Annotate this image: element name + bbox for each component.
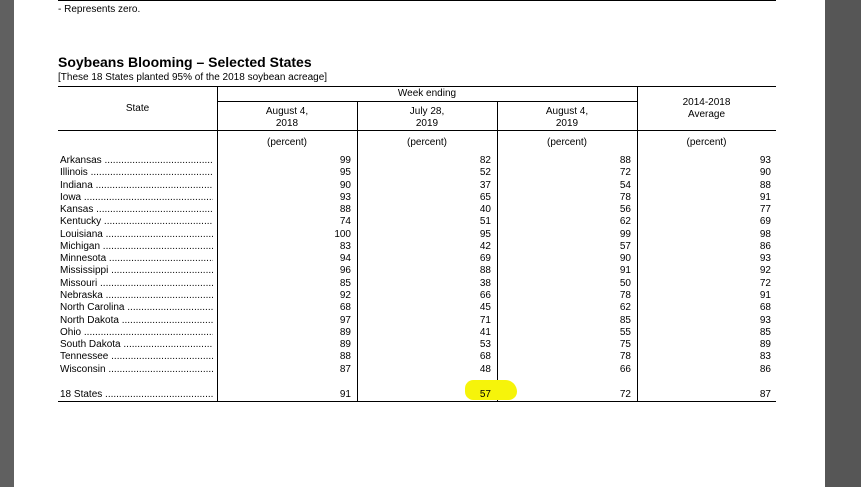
table-row-9-value-col4: 93	[759, 253, 771, 264]
table-row-6-value-col3: 62	[619, 216, 631, 227]
table-row-17-value-col1: 88	[339, 351, 351, 362]
table-row-13-value-col2: 45	[479, 302, 491, 313]
table-row-5-value-col4: 77	[759, 204, 771, 215]
table-row-3-state: Indiana .....	[60, 180, 213, 192]
col4-header-line2: Average	[687, 109, 726, 120]
table-row-16-state: South Dakota .....	[60, 339, 213, 351]
col4-header-line1: 2014-2018	[682, 97, 731, 108]
table-row-17-state: Tennessee .....	[60, 351, 213, 363]
table-row-8-value-col1: 83	[339, 241, 351, 252]
table-top-border	[58, 86, 776, 87]
total-row-state: 18 States .....	[60, 389, 213, 401]
table-row-13-value-col3: 62	[619, 302, 631, 313]
table-row-6-state: Kentucky .....	[60, 216, 213, 228]
table-row-7-value-col3: 99	[619, 229, 631, 240]
table-row-9-value-col2: 69	[479, 253, 491, 264]
table-bottom-border	[58, 401, 776, 402]
table-row-9-value-col1: 94	[339, 253, 351, 264]
table-row-14-value-col4: 93	[759, 315, 771, 326]
table-row-2-value-col3: 72	[619, 167, 631, 178]
table-row-11-value-col3: 50	[619, 278, 631, 289]
table-row-11-value-col4: 72	[759, 278, 771, 289]
table-row-6-value-col4: 69	[759, 216, 771, 227]
col1-header-line1: August 4,	[265, 106, 309, 117]
col3-header-line2: 2019	[555, 118, 579, 129]
table-row-18-value-col1: 87	[339, 364, 351, 375]
table-row-7-value-col2: 95	[479, 229, 491, 240]
table-row-8-state: Michigan .....	[60, 241, 213, 253]
table-row-2-state: Illinois .....	[60, 167, 213, 179]
table-row-8-value-col2: 42	[479, 241, 491, 252]
table-row-6-value-col1: 74	[339, 216, 351, 227]
table-row-5-value-col1: 88	[339, 204, 351, 215]
table-row-4-value-col2: 65	[479, 192, 491, 203]
table-row-16-value-col1: 89	[339, 339, 351, 350]
table-row-3-value-col4: 88	[759, 180, 771, 191]
table-row-9-value-col3: 90	[619, 253, 631, 264]
col2-header-line1: July 28,	[409, 106, 445, 117]
table-row-14-value-col1: 97	[339, 315, 351, 326]
table-row-13-state: North Carolina .....	[60, 302, 213, 314]
total-row-value-col1: 91	[339, 389, 351, 400]
table-row-7-value-col1: 100	[334, 229, 351, 240]
table-row-8-value-col3: 57	[619, 241, 631, 252]
table-row-13-value-col4: 68	[759, 302, 771, 313]
total-row-value-col2: 57	[479, 389, 491, 400]
table-row-18-value-col3: 66	[619, 364, 631, 375]
top-rule	[58, 0, 776, 1]
table-row-14-value-col2: 71	[479, 315, 491, 326]
col1-unit: (percent)	[266, 137, 307, 148]
table-row-5-value-col2: 40	[479, 204, 491, 215]
table-row-10-state: Mississippi .....	[60, 265, 213, 277]
table-row-2-value-col2: 52	[479, 167, 491, 178]
table-row-1-value-col1: 99	[339, 155, 351, 166]
table-row-17-value-col4: 83	[759, 351, 771, 362]
total-row-value-col3: 72	[619, 389, 631, 400]
table-row-4-value-col1: 93	[339, 192, 351, 203]
column-divider-1	[217, 86, 218, 402]
table-row-18-value-col2: 48	[479, 364, 491, 375]
viewer-left-gutter	[0, 0, 14, 487]
table-row-6-value-col2: 51	[479, 216, 491, 227]
table-row-4-value-col3: 78	[619, 192, 631, 203]
table-row-14-value-col3: 85	[619, 315, 631, 326]
table-row-4-value-col4: 91	[759, 192, 771, 203]
week-ending-underline	[217, 101, 637, 102]
table-row-15-value-col1: 89	[339, 327, 351, 338]
table-row-15-state: Ohio .....	[60, 327, 213, 339]
table-row-12-state: Nebraska .....	[60, 290, 213, 302]
week-ending-header: Week ending	[397, 88, 457, 99]
viewer-right-gutter	[825, 0, 861, 487]
table-row-3-value-col2: 37	[479, 180, 491, 191]
table-row-4-state: Iowa .....	[60, 192, 213, 204]
col3-header-line1: August 4,	[545, 106, 589, 117]
table-row-16-value-col2: 53	[479, 339, 491, 350]
table-row-8-value-col4: 86	[759, 241, 771, 252]
table-row-3-value-col1: 90	[339, 180, 351, 191]
table-row-1-value-col2: 82	[479, 155, 491, 166]
table-row-9-state: Minnesota .....	[60, 253, 213, 265]
table-row-2-value-col1: 95	[339, 167, 351, 178]
table-row-10-value-col3: 91	[619, 265, 631, 276]
table-row-1-value-col4: 93	[759, 155, 771, 166]
table-row-12-value-col3: 78	[619, 290, 631, 301]
table-row-11-value-col2: 38	[479, 278, 491, 289]
table-subtitle: [These 18 States planted 95% of the 2018 soybean acreage]	[58, 72, 328, 83]
table-row-15-value-col2: 41	[479, 327, 491, 338]
col3-unit: (percent)	[546, 137, 587, 148]
table-row-12-value-col2: 66	[479, 290, 491, 301]
col1-header-line2: 2018	[275, 118, 299, 129]
table-row-15-value-col4: 85	[759, 327, 771, 338]
table-row-7-value-col4: 98	[759, 229, 771, 240]
table-title: Soybeans Blooming – Selected States	[58, 54, 312, 70]
footnote-zero: - Represents zero.	[58, 4, 141, 15]
table-row-10-value-col4: 92	[759, 265, 771, 276]
col2-unit: (percent)	[406, 137, 447, 148]
table-row-12-value-col1: 92	[339, 290, 351, 301]
col4-unit: (percent)	[686, 137, 727, 148]
table-row-10-value-col2: 88	[479, 265, 491, 276]
table-row-18-value-col4: 86	[759, 364, 771, 375]
table-row-1-value-col3: 88	[619, 155, 631, 166]
table-row-13-value-col1: 68	[339, 302, 351, 313]
table-row-17-value-col3: 78	[619, 351, 631, 362]
table-row-2-value-col4: 90	[759, 167, 771, 178]
table-row-17-value-col2: 68	[479, 351, 491, 362]
table-row-5-state: Kansas .....	[60, 204, 213, 216]
table-row-18-state: Wisconsin .....	[60, 364, 213, 376]
table-row-10-value-col1: 96	[339, 265, 351, 276]
table-row-5-value-col3: 56	[619, 204, 631, 215]
table-row-14-state: North Dakota .....	[60, 315, 213, 327]
state-header: State	[125, 103, 150, 114]
col2-header-line2: 2019	[415, 118, 439, 129]
table-row-16-value-col4: 89	[759, 339, 771, 350]
total-row-value-col4: 87	[759, 389, 771, 400]
table-row-16-value-col3: 75	[619, 339, 631, 350]
table-row-11-state: Missouri .....	[60, 278, 213, 290]
column-divider-4	[637, 86, 638, 402]
table-row-3-value-col3: 54	[619, 180, 631, 191]
table-row-7-state: Louisiana .....	[60, 229, 213, 241]
table-row-12-value-col4: 91	[759, 290, 771, 301]
header-bottom-border	[58, 130, 776, 131]
table-row-11-value-col1: 85	[339, 278, 351, 289]
table-row-1-state: Arkansas .....	[60, 155, 213, 167]
table-row-15-value-col3: 55	[619, 327, 631, 338]
